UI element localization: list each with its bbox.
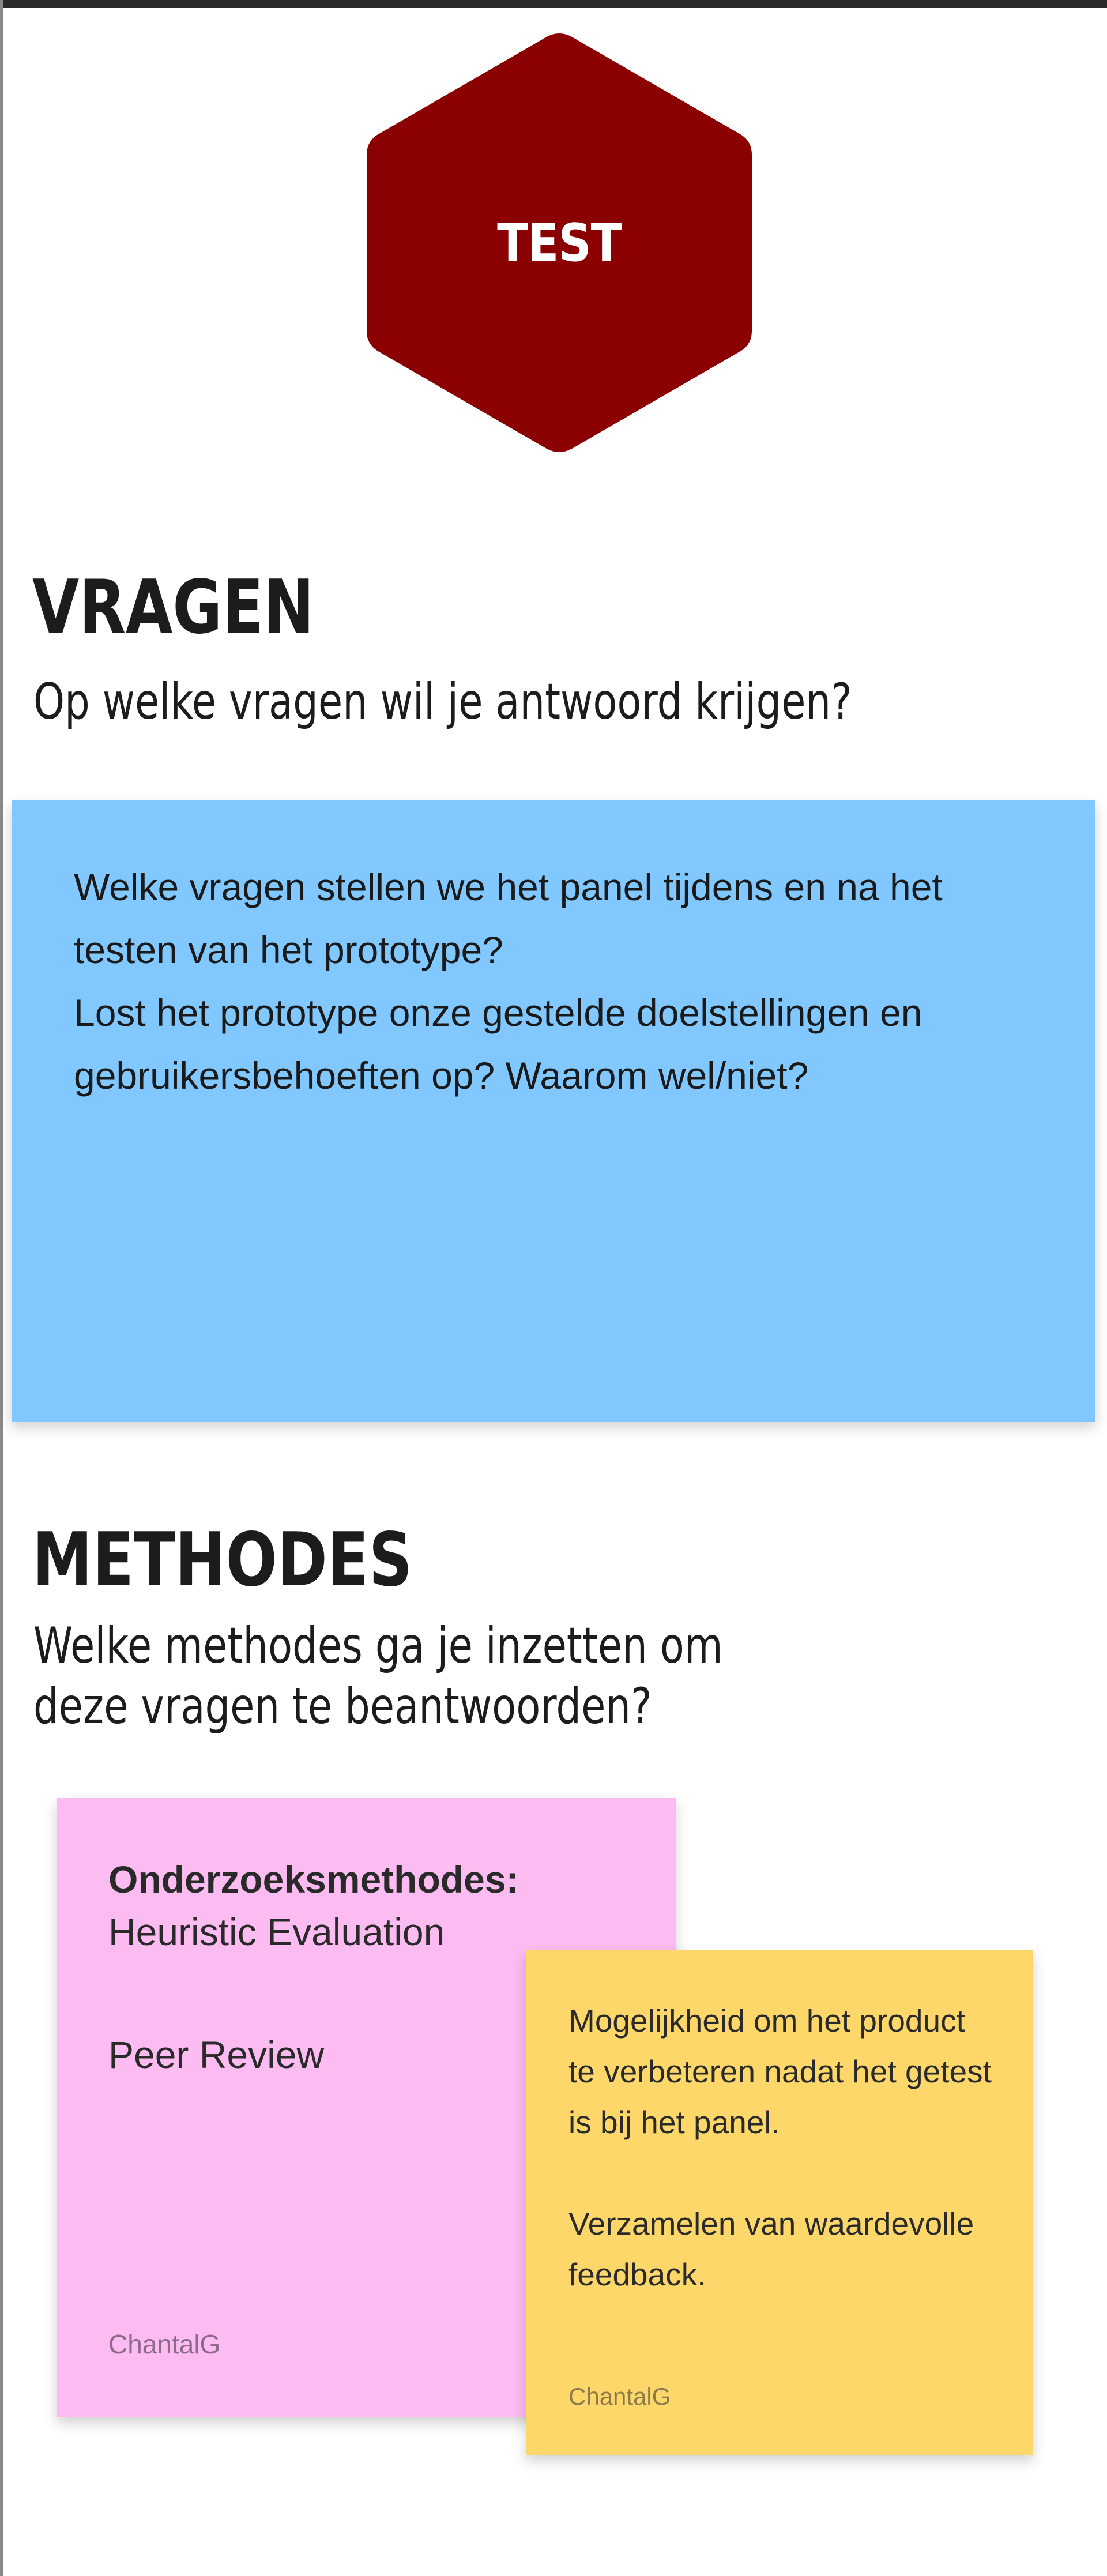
sticky-note-questions[interactable]: [12, 800, 1095, 1422]
sticky-note-feedback[interactable]: [526, 1950, 1033, 2455]
left-border: [0, 0, 3, 2576]
hexagon-label: TEST: [497, 212, 622, 273]
methodes-title: METHODES: [32, 1517, 413, 1603]
vragen-subtitle: Op welke vragen wil je antwoord krijgen?: [33, 673, 852, 731]
sticky-note-author: ChantalG: [108, 2329, 221, 2359]
methodes-subtitle: Welke methodes ga je inzetten om deze vragen te beantwoorden?: [33, 1617, 723, 1735]
sticky-note-heading: Onderzoeksmethodes:: [108, 1858, 519, 1901]
sticky-note-line: Peer Review: [108, 2033, 325, 2077]
sticky-note-author: ChantalG: [568, 2383, 671, 2410]
sticky-note-text: Mogelijkheid om het product te verbeteren nadat het getest is bij het panel. Verzamelen van waardevolle feedback.: [568, 2003, 992, 2292]
sticky-note-text: Welke vragen stellen we het panel tijdens en na het testen van het prototype? Lost het prototype onze gestelde doelstellingen en gebruikersbehoeften op? Waarom wel/niet?: [74, 866, 943, 1097]
sticky-note-line: Heuristic Evaluation: [108, 1911, 445, 1954]
top-border: [0, 0, 1107, 8]
vragen-title: VRAGEN: [32, 565, 314, 650]
